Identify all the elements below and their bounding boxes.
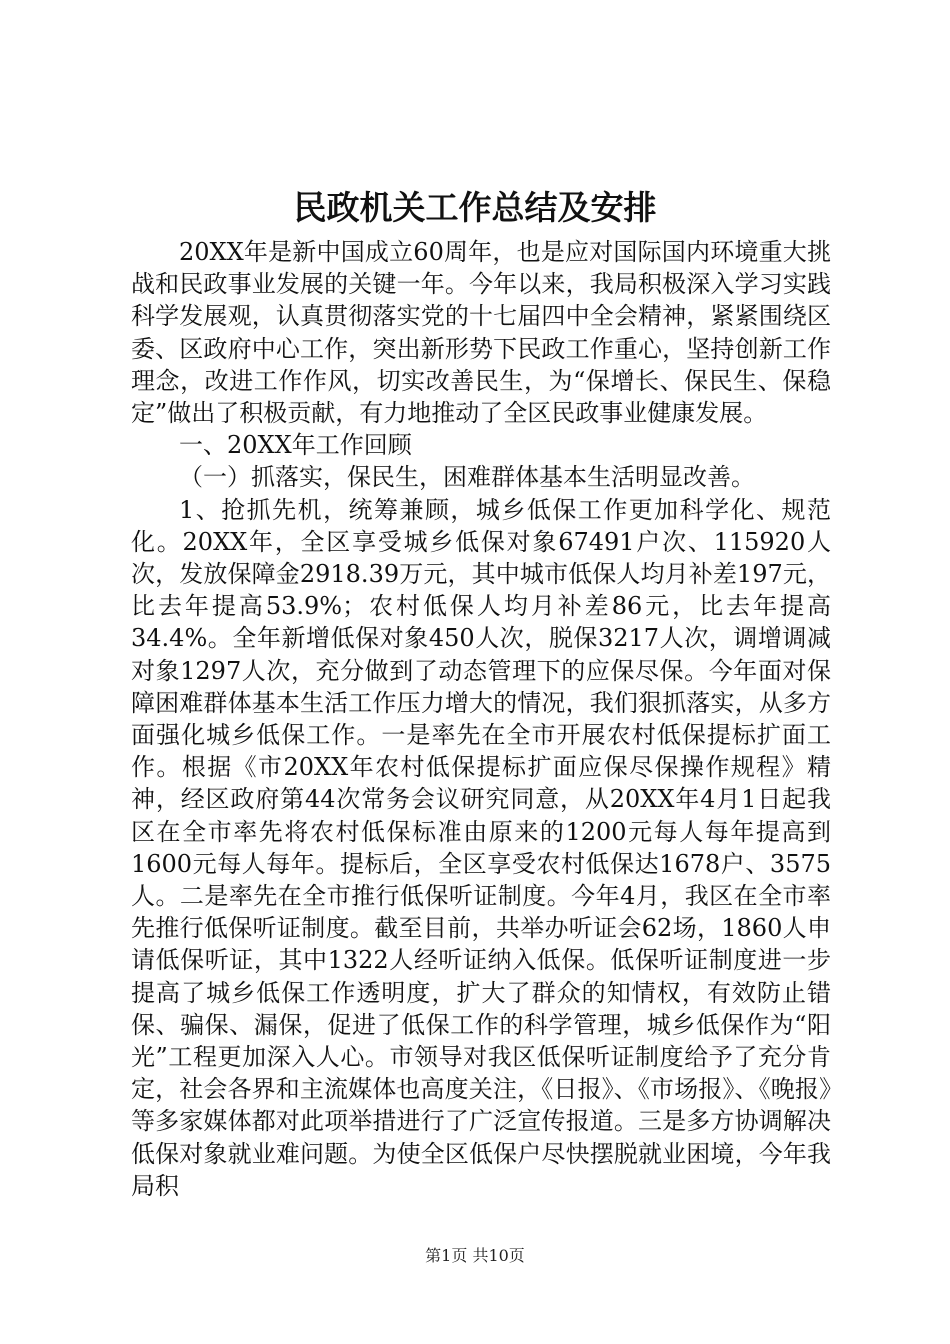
subsection-heading: （一）抓落实，保民生，困难群体基本生活明显改善。 xyxy=(179,463,755,492)
document-body xyxy=(131,236,831,1202)
document-title: 民政机关工作总结及安排 xyxy=(293,188,657,227)
page-number: 第1页 共10页 xyxy=(425,1246,525,1265)
section-heading: 一、20XX年工作回顾 xyxy=(179,431,412,460)
paragraph-item-1: 1、抢抓先机，统筹兼顾，城乡低保工作更加科学化、规范化。20XX年，全区享受城乡低保对象67491户次、115920人次，发放保障金2918.39万元，其中城市低保人均月补差197元，比去年提高53.9%；农村低保人均月补差86元，比去年提高34.4%。全年新增低保对象450人次，脱保3217人次，调增调减对象1297人次，充分做到了动态管理下的应保尽保。今年面对保障困难群体基本生活工作压力增大的情况，我们狠抓落实，从多方面强化城乡低保工作。一是率先在全市开展农村低保提标扩面工作。根据《市20XX年农村低保提标扩面应保尽保操作规程》精神，经区政府第44次常务会议研究同意，从20XX年4月1日起我区在全市率先将农村低保标准由原来的1200元每人每年提高到1600元每人每年。提标后，全区享受农村低保达1678户、3575人。二是率先在全市推行低保听证制度。今年4月，我区在全市率先推行低保听证制度。截至目前，共举办听证会62场，1860人申请低保听证，其中1322人经听证纳入低保。低保听证制度进一步提高了城乡低保工作透明度，扩大了群众的知情权，有效防止错保、骗保、漏保，促进了低保工作的科学管理，城乡低保作为“阳光”工程更加深入人心。市领导对我区低保听证制度给予了充分肯定，社会各界和主流媒体也高度关注，《日报》、《市场报》、《晚报》等多家媒体都对此项举措进行了广泛宣传报道。三是多方协调解决低保对象就业难问题。为使全区低保户尽快摆脱就业困境，今年我局积 xyxy=(131,495,831,1200)
paragraph-intro: 20XX年是新中国成立60周年，也是应对国际国内环境重大挑战和民政事业发展的关键一年。今年以来，我局积极深入学习实践科学发展观，认真贯彻落实党的十七届四中全会精神，紧紧围绕区委、区政府中心工作，突出新形势下民政工作重心，坚持创新工作理念，改进工作作风，切实改善民生，为“保增长、保民生、保稳定”做出了积极贡献，有力地推动了全区民政事业健康发展。 xyxy=(131,238,831,428)
